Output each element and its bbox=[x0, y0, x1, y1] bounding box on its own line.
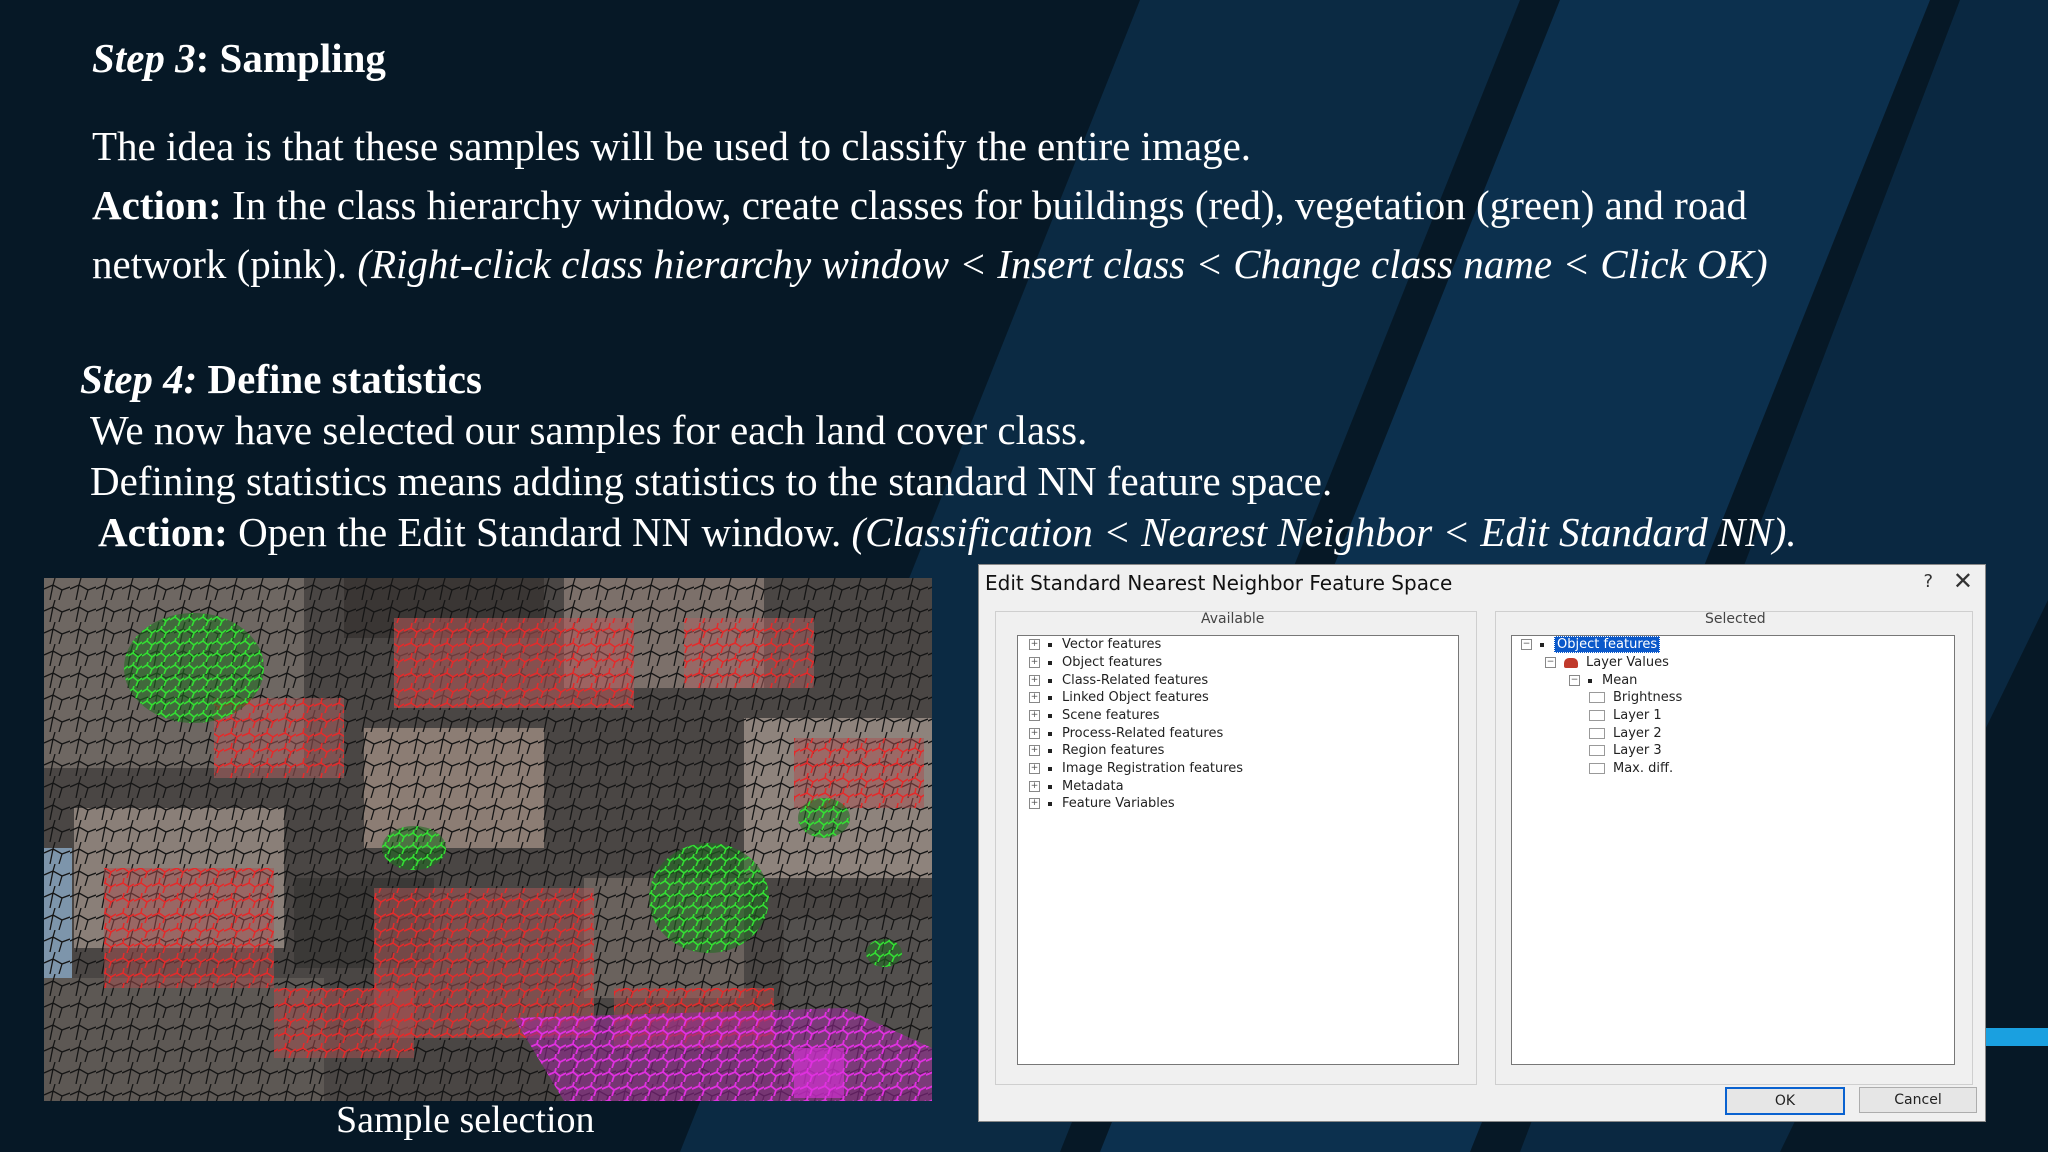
feature-leaf-icon bbox=[1589, 728, 1605, 739]
plus-box-icon[interactable]: + bbox=[1030, 710, 1039, 720]
plus-box-icon[interactable]: + bbox=[1030, 745, 1039, 755]
minus-box-icon[interactable]: − bbox=[1546, 657, 1555, 667]
step3-line3: network (pink). (Right-click class hierarchy window < Insert class < Change class name < Click OK) bbox=[92, 241, 1768, 287]
available-item[interactable]: + Linked Object features bbox=[1030, 690, 1209, 705]
step3-line2: Action: In the class hierarchy window, create classes for buildings (red), vegetation (green) and road bbox=[92, 182, 1747, 228]
plus-box-icon[interactable]: + bbox=[1030, 781, 1039, 791]
available-item[interactable]: + Image Registration features bbox=[1030, 761, 1244, 776]
plus-box-icon[interactable]: + bbox=[1030, 692, 1039, 702]
selected-tree[interactable] bbox=[1511, 635, 1955, 1065]
available-item[interactable]: + Scene features bbox=[1030, 708, 1160, 723]
feature-leaf-icon bbox=[1589, 692, 1605, 703]
minus-box-icon[interactable]: − bbox=[1522, 639, 1531, 649]
step3-heading: Step 3: Sampling bbox=[92, 35, 386, 81]
available-item[interactable]: + Region features bbox=[1030, 743, 1165, 758]
minus-box-icon[interactable]: − bbox=[1570, 675, 1579, 685]
selected-root[interactable]: − Object features bbox=[1521, 637, 1660, 652]
plus-box-icon[interactable]: + bbox=[1030, 798, 1039, 808]
selected-leaf[interactable]: Max. diff. bbox=[1589, 761, 1673, 776]
sample-selection-image bbox=[44, 578, 932, 1101]
selected-subgroup-node[interactable]: − Mean bbox=[1570, 673, 1638, 688]
plus-box-icon[interactable]: + bbox=[1030, 657, 1039, 667]
plus-box-icon[interactable]: + bbox=[1030, 728, 1039, 738]
selected-leaf[interactable]: Layer 3 bbox=[1589, 743, 1662, 758]
step4-line3: Action: Open the Edit Standard NN window. (Classification < Nearest Neighbor < Edit Standard NN). bbox=[98, 509, 1797, 555]
selected-leaf[interactable]: Brightness bbox=[1589, 690, 1682, 705]
help-button[interactable]: ? bbox=[1923, 571, 1933, 592]
step3-line1: The idea is that these samples will be used to classify the entire image. bbox=[92, 123, 1252, 169]
accent-bar bbox=[1984, 1028, 2048, 1046]
selected-group-node[interactable]: − Layer Values bbox=[1546, 655, 1669, 670]
available-item[interactable]: + Vector features bbox=[1030, 637, 1162, 652]
available-item[interactable]: + Feature Variables bbox=[1030, 796, 1175, 811]
step4-heading: Step 4: Define statistics bbox=[80, 356, 482, 402]
cancel-button[interactable]: Cancel bbox=[1859, 1087, 1977, 1113]
selected-leaf[interactable]: Layer 2 bbox=[1589, 726, 1662, 741]
plus-box-icon[interactable]: + bbox=[1030, 639, 1039, 649]
step4-line2: Defining statistics means adding statistics to the standard NN feature space. bbox=[90, 458, 1333, 504]
feature-leaf-icon bbox=[1589, 710, 1605, 721]
available-label: Available bbox=[1201, 611, 1265, 627]
available-item[interactable]: + Object features bbox=[1030, 655, 1163, 670]
image-caption: Sample selection bbox=[336, 1099, 595, 1141]
available-item[interactable]: + Class-Related features bbox=[1030, 673, 1209, 688]
step4-line1: We now have selected our samples for each land cover class. bbox=[90, 407, 1088, 453]
feature-leaf-icon bbox=[1589, 763, 1605, 774]
ok-button[interactable]: OK bbox=[1725, 1087, 1845, 1115]
plus-box-icon[interactable]: + bbox=[1030, 675, 1039, 685]
layer-values-icon bbox=[1564, 658, 1578, 668]
edit-standard-nn-dialog bbox=[978, 564, 1986, 1122]
dialog-title: Edit Standard Nearest Neighbor Feature Space bbox=[985, 571, 1453, 595]
selected-label: Selected bbox=[1705, 611, 1766, 627]
close-icon[interactable]: ✕ bbox=[1952, 567, 1973, 595]
available-item[interactable]: + Metadata bbox=[1030, 779, 1124, 794]
selected-leaf[interactable]: Layer 1 bbox=[1589, 708, 1662, 723]
plus-box-icon[interactable]: + bbox=[1030, 763, 1039, 773]
available-item[interactable]: + Process-Related features bbox=[1030, 726, 1224, 741]
feature-leaf-icon bbox=[1589, 745, 1605, 756]
